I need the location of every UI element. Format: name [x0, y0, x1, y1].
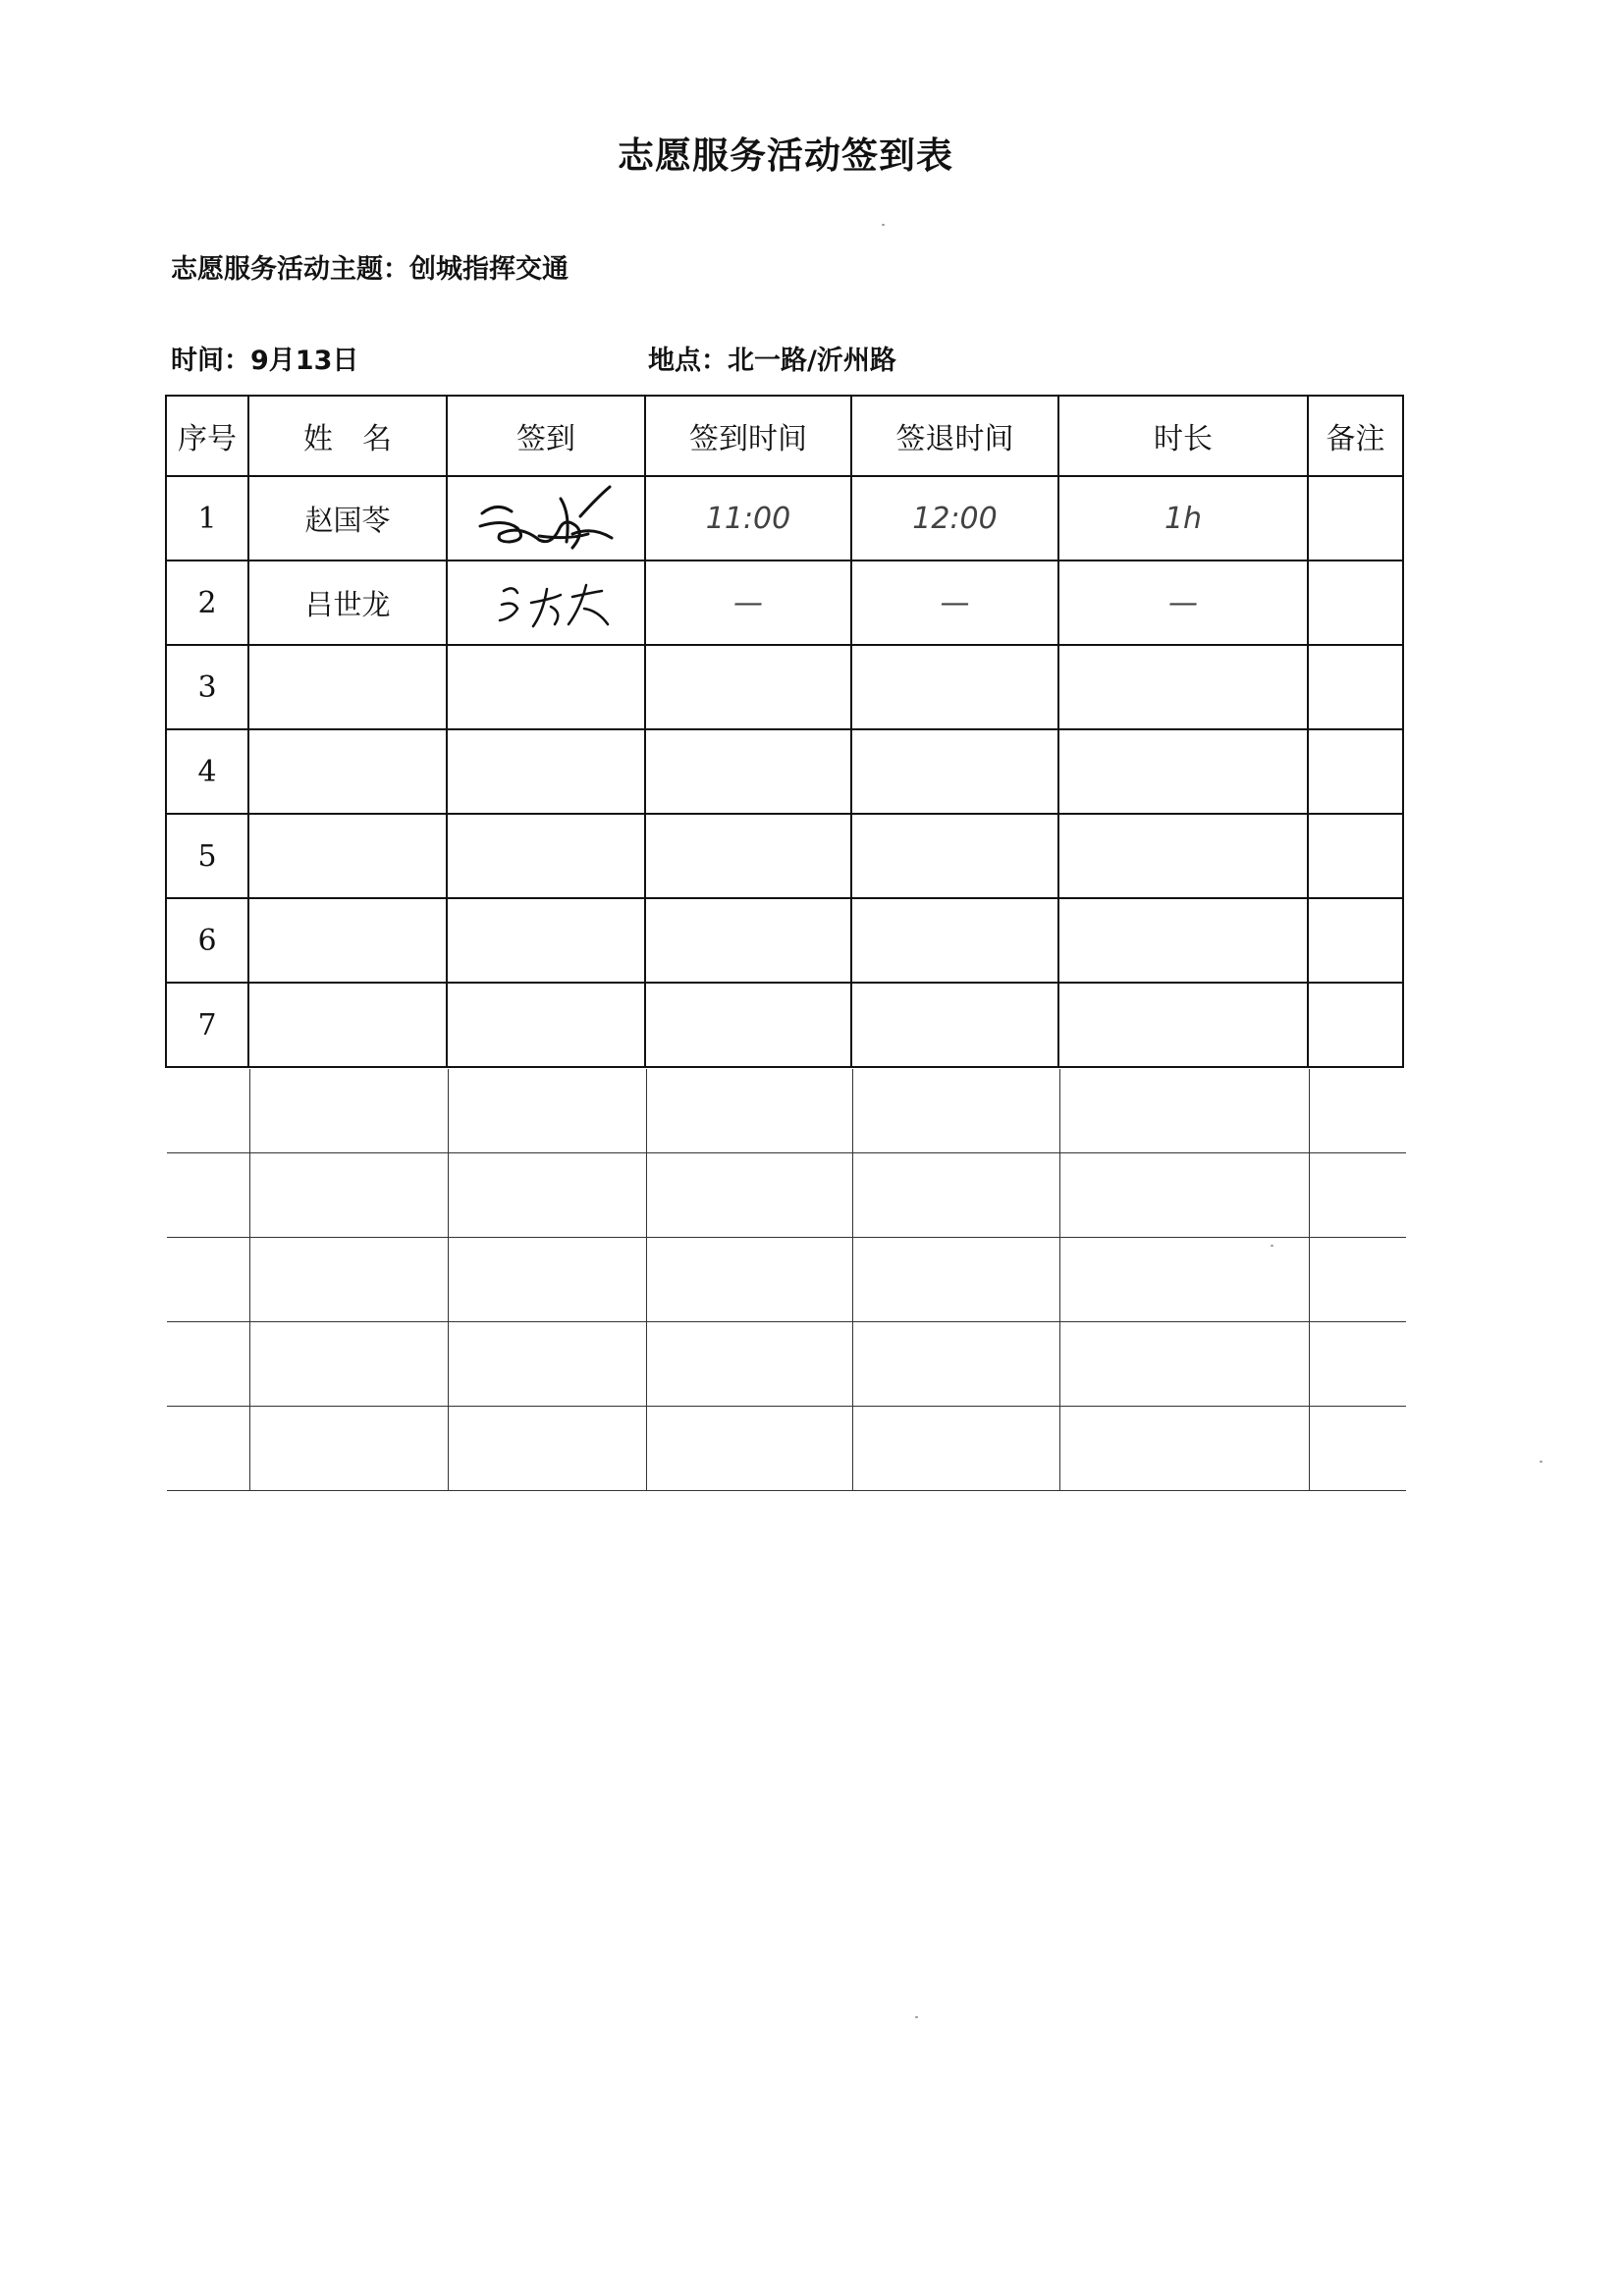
checkin-time: 11:00 [645, 476, 851, 561]
scan-speck [1540, 1461, 1543, 1463]
volunteer-name [248, 898, 447, 983]
blank-row [167, 1238, 1406, 1322]
remark [1308, 983, 1403, 1067]
table-row [166, 561, 1403, 645]
row-number: 3 [166, 645, 248, 729]
checkin-time [645, 729, 851, 814]
remark [1308, 476, 1403, 561]
checkin-time [645, 983, 851, 1067]
duration [1058, 729, 1308, 814]
checkin-time [645, 898, 851, 983]
blank-row [167, 1322, 1406, 1407]
activity-time [171, 339, 358, 377]
blank-row [167, 1069, 1406, 1153]
signature-cell [447, 729, 645, 814]
scan-speck [1271, 1245, 1273, 1247]
duration [1058, 983, 1308, 1067]
signin-table [165, 395, 1404, 1068]
duration [1058, 645, 1308, 729]
row-number: 6 [166, 898, 248, 983]
checkout-time: — [851, 561, 1058, 645]
remark [1308, 729, 1403, 814]
remark [1308, 561, 1403, 645]
signature-cell [447, 814, 645, 898]
remark [1308, 814, 1403, 898]
signature-cell [447, 476, 645, 561]
table-row [166, 814, 1403, 898]
header-signature: 签到 [447, 396, 645, 476]
table-row [166, 476, 1403, 561]
checkout-time: 12:00 [851, 476, 1058, 561]
volunteer-name: 赵国苓 [248, 476, 447, 561]
row-number: 4 [166, 729, 248, 814]
volunteer-name: 吕世龙 [248, 561, 447, 645]
volunteer-name [248, 814, 447, 898]
place-value: 北一路/沂州路 [728, 346, 896, 376]
blank-row [167, 1153, 1406, 1238]
scan-speck [882, 224, 885, 226]
header-duration: 时长 [1058, 396, 1308, 476]
checkin-time [645, 814, 851, 898]
duration [1058, 898, 1308, 983]
theme-label: 志愿服务活动主题： [171, 254, 409, 285]
row-number: 2 [166, 561, 248, 645]
row-number: 1 [166, 476, 248, 561]
checkout-time [851, 645, 1058, 729]
table-row [166, 729, 1403, 814]
time-label: 时间： [171, 346, 250, 376]
signature-cell [447, 898, 645, 983]
header-name: 姓 名 [248, 396, 447, 476]
table-row [166, 645, 1403, 729]
header-checkout-time: 签退时间 [851, 396, 1058, 476]
signature-cell [447, 561, 645, 645]
checkout-time [851, 814, 1058, 898]
duration [1058, 814, 1308, 898]
checkout-time [851, 983, 1058, 1067]
header-remark: 备注 [1308, 396, 1403, 476]
duration: — [1058, 561, 1308, 645]
duration: 1h [1058, 476, 1308, 561]
row-number: 5 [166, 814, 248, 898]
activity-place [648, 339, 896, 377]
checkin-time [645, 645, 851, 729]
blank-row [167, 1407, 1406, 1491]
volunteer-name [248, 645, 447, 729]
remark [1308, 898, 1403, 983]
table-row [166, 898, 1403, 983]
blank-ruled-rows [167, 1069, 1406, 1491]
time-value: 9月13日 [250, 346, 359, 376]
checkout-time [851, 898, 1058, 983]
remark [1308, 645, 1403, 729]
volunteer-name [248, 729, 447, 814]
handwritten-signature [462, 479, 629, 558]
scan-speck [915, 2016, 918, 2018]
theme-value: 创城指挥交通 [409, 254, 568, 285]
handwritten-signature [462, 563, 629, 642]
header-no: 序号 [166, 396, 248, 476]
row-number: 7 [166, 983, 248, 1067]
place-label: 地点： [648, 346, 728, 376]
checkin-time: — [645, 561, 851, 645]
page-title: 志愿服务活动签到表 [618, 134, 953, 177]
signature-cell [447, 983, 645, 1067]
table-row [166, 983, 1403, 1067]
volunteer-name [248, 983, 447, 1067]
activity-theme [171, 247, 568, 286]
signature-cell [447, 645, 645, 729]
checkout-time [851, 729, 1058, 814]
table-header-row [166, 396, 1403, 476]
header-checkin-time: 签到时间 [645, 396, 851, 476]
